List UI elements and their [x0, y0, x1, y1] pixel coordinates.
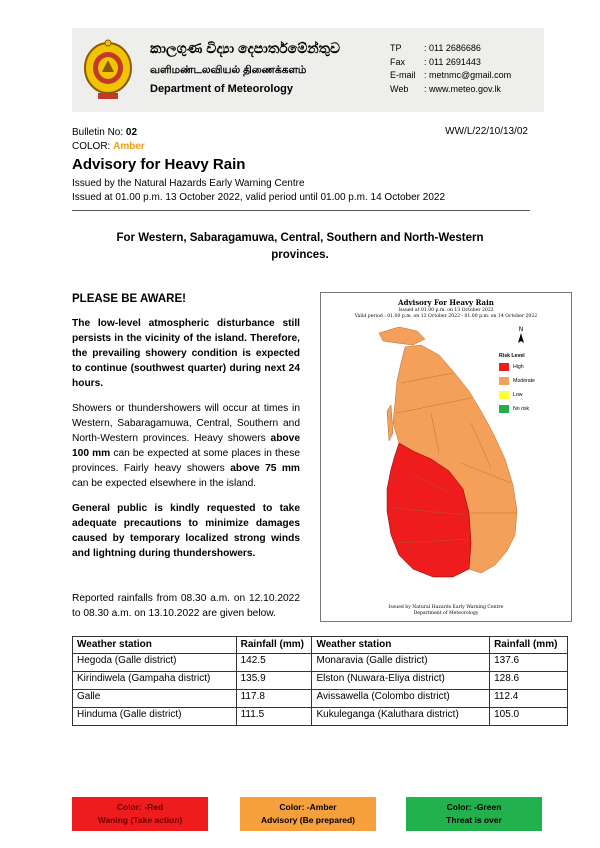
map-valid: Valid period : 01.00 p.m. on 13 October 2022 - 01.00 p.m. on 14 October 2022 [354, 314, 538, 319]
provinces-heading: For Western, Sabaragamuwa, Central, Southern and North-Western provinces. [116, 232, 484, 261]
rainfall-cell: 111.5 [236, 708, 312, 726]
page-title: Advisory for Heavy Rain [72, 156, 246, 173]
color-key-meaning: Threat is over [446, 815, 502, 825]
legend-label: High [513, 364, 524, 370]
column-header: Rainfall (mm) [236, 637, 312, 654]
contact-row-email [390, 69, 511, 83]
station-cell: Hinduma (Galle district) [73, 708, 237, 726]
color-key-green [406, 797, 542, 831]
threshold-fairly-heavy: above 75 mm [230, 463, 300, 474]
bulletin-reference: WW/L/22/10/13/02 [445, 126, 528, 137]
station-cell: Hegoda (Galle district) [73, 654, 237, 672]
station-cell: Avissawella (Colombo district) [312, 690, 490, 708]
map-footer-issuer: Issued by Natural Hazards Early Warning Centre [388, 605, 504, 610]
legend-label: Low [513, 392, 523, 398]
bulletin-color: Amber [113, 140, 145, 152]
table-row [73, 672, 568, 690]
rainfall-cell: 135.9 [236, 672, 312, 690]
station-cell: Galle [73, 690, 237, 708]
region-northern-peninsula [379, 327, 425, 345]
legend-item-moderate [499, 377, 535, 385]
bulletin-number: 02 [125, 127, 138, 138]
north-label: N [518, 326, 524, 333]
legend-item-no-risk [499, 405, 535, 413]
paragraph-disturbance: The low-level atmospheric disturbance still persists in the vicinity of the island. Therefore, the prevailing showery condition is expected to continue (southwest quarter) during next 24 hours. [72, 318, 300, 389]
legend-swatch [499, 391, 509, 399]
paragraph-text: can be expected at some places in these provinces. Fairly heavy showers [72, 448, 300, 474]
north-arrow-icon [518, 326, 524, 343]
department-name-tamil: வளிமண்டலவியல் திணைக்களம் [150, 64, 307, 76]
contact-value: : 011 2691443 [424, 56, 481, 67]
aware-heading: PLEASE BE AWARE! [72, 293, 186, 305]
legend-swatch [499, 405, 509, 413]
divider [72, 210, 530, 211]
sri-lanka-emblem-icon [82, 38, 134, 104]
advisory-text [72, 292, 300, 571]
column-header: Rainfall (mm) [490, 637, 568, 654]
legend-swatch [499, 363, 509, 371]
rainfall-cell: 142.5 [236, 654, 312, 672]
paragraph-text: Showers or thundershowers will occur at times in Western, Sabaragamuwa, Central, Southern and North-Western provinces. Heavy showers [72, 403, 300, 444]
legend-item-high [499, 363, 535, 371]
color-key [72, 797, 542, 831]
contact-details [390, 42, 511, 96]
contact-row-tp [390, 42, 511, 56]
sri-lanka-map [321, 293, 573, 623]
map-footer [321, 605, 571, 617]
legend-item-low [499, 391, 535, 399]
station-cell: Kukuleganga (Kaluthara district) [312, 708, 490, 726]
contact-value: : 011 2686686 [424, 43, 481, 53]
contact-value[interactable]: : www.meteo.gov.lk [424, 83, 501, 94]
rainfall-cell: 105.0 [490, 708, 568, 726]
region-kalpitiya [387, 405, 393, 441]
rainfall-cell: 128.6 [490, 672, 568, 690]
rainfall-cell: 137.6 [490, 654, 568, 672]
station-cell: Kirindiwela (Gampaha district) [73, 672, 237, 690]
color-key-label: Color: -Red [116, 802, 164, 812]
rainfall-cell: 117.8 [236, 690, 312, 708]
color-key-red [72, 797, 208, 831]
rainfall-table [72, 636, 568, 726]
legend-title: Risk Level [499, 353, 525, 359]
legend-label: No risk [513, 406, 530, 412]
department-name-english: Department of Meteorology [150, 83, 294, 95]
legend-swatch [499, 377, 509, 385]
bulletin-color-label: COLOR: [72, 140, 111, 152]
contact-row-web [390, 83, 511, 97]
color-key-amber [240, 797, 376, 831]
column-header: Weather station [73, 637, 237, 654]
contact-row-fax [390, 56, 511, 70]
table-header-row [73, 637, 568, 654]
reported-rainfall-intro: Reported rainfalls from 08.30 a.m. on 12.10.2022 to 08.30 a.m. on 13.10.2022 are given below. [72, 593, 300, 619]
color-key-meaning: Advisory (Be prepared) [261, 815, 355, 825]
bulletin-number-label: Bulletin No: [72, 127, 124, 138]
issue-info [72, 177, 445, 205]
table-row [73, 708, 568, 726]
map-issued: Issued at 01.00 p.m. on 13 October 2022 [398, 308, 494, 313]
paragraph-precautions: General public is kindly requested to take adequate precautions to minimize damages caused by temporary localized strong winds and lightning during thundershowers. [72, 503, 300, 559]
paragraph-text: can be expected elsewhere in the island. [72, 478, 257, 489]
bulletin-color-line [72, 140, 145, 154]
map-legend [499, 353, 535, 419]
threshold-heavy: above 100 mm [72, 433, 300, 459]
bulletin-number-line [72, 126, 145, 140]
table-row [73, 690, 568, 708]
paragraph-showers [72, 401, 300, 491]
letterhead [72, 28, 544, 112]
bulletin-meta [72, 126, 145, 153]
column-header: Weather station [312, 637, 490, 654]
color-key-meaning: Waning (Take action) [97, 815, 183, 825]
contact-label: Fax [390, 56, 406, 67]
map-title: Advisory For Heavy Rain [398, 298, 494, 307]
map-footer-department: Department of Meteorology [413, 611, 479, 616]
color-key-label: Color: -Amber [279, 802, 337, 812]
rainfall-cell: 112.4 [490, 690, 568, 708]
advisory-map [320, 292, 572, 622]
contact-label: E-mail [390, 70, 416, 80]
station-cell: Elston (Nuwara-Eliya district) [312, 672, 490, 690]
legend-label: Moderate [513, 378, 535, 384]
department-name-sinhala: කාලගුණ විද්‍යා දෙපාර්තමේන්තුව [150, 40, 341, 56]
color-key-label: Color: -Green [446, 802, 502, 812]
contact-value[interactable]: : metnmc@gmail.com [424, 70, 512, 80]
contact-label: TP [390, 43, 402, 53]
issued-by: Issued by the Natural Hazards Early Warning Centre [72, 178, 305, 189]
contact-label: Web [390, 83, 409, 94]
table-row [73, 654, 568, 672]
issued-at: Issued at 01.00 p.m. 13 October 2022, valid period until 01.00 p.m. 14 October 2022 [72, 192, 446, 203]
station-cell: Monaravia (Galle district) [312, 654, 490, 672]
